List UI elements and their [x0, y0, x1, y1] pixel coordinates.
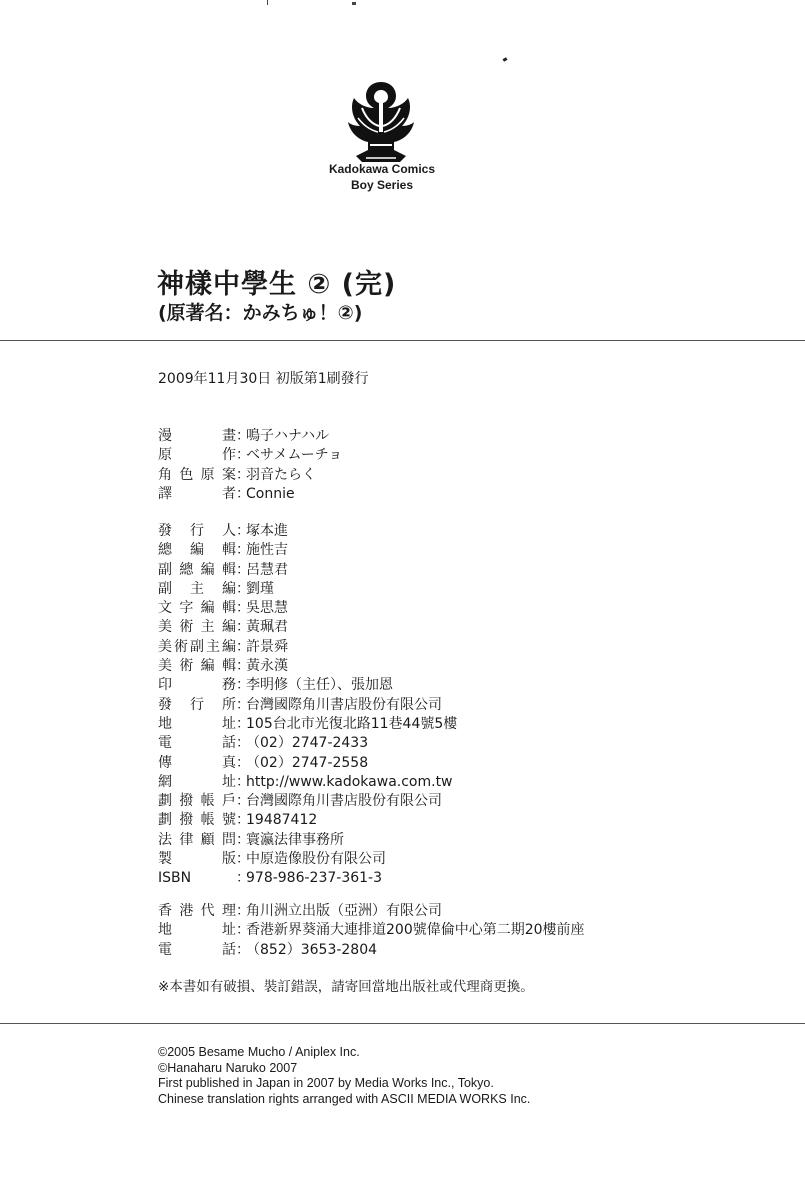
credit-label: 角色原案	[158, 466, 236, 483]
hongkong-agent	[158, 902, 585, 960]
crop-mark	[352, 2, 356, 5]
credit-value: 鳴子ハナハル	[246, 428, 330, 444]
credit-label: 漫畫	[158, 428, 236, 444]
separator: ：	[236, 428, 250, 444]
publishing-value: （02）2747-2558	[246, 754, 369, 771]
publishing-label: 製版	[158, 851, 236, 868]
separator: ：	[236, 941, 250, 958]
publishing-label: 美術主編	[158, 619, 236, 636]
agent-row	[158, 902, 585, 921]
separator: ：	[236, 523, 250, 539]
credit-value: ベサメムーチョ	[246, 447, 343, 464]
imprint-line-1: Kadokawa Comics	[328, 162, 436, 176]
publishing-label: 地址	[158, 715, 236, 732]
agent-label: 電話	[158, 941, 236, 958]
creator-credits	[158, 427, 342, 504]
separator: ：	[236, 715, 250, 732]
agent-label: 地址	[158, 922, 236, 939]
separator: ：	[236, 735, 250, 752]
copyright-line: ©Hanaharu Naruko 2007	[158, 1060, 298, 1075]
credit-row	[158, 427, 342, 446]
publishing-row	[158, 850, 457, 869]
publishing-value: 105台北市光復北路11巷44號5樓	[246, 715, 458, 732]
publishing-label: 印務	[158, 677, 236, 694]
book-title: 神樣中學生 ② (完)	[157, 269, 397, 300]
edition-date: 2009年11月30日 初版第1刷發行	[158, 371, 369, 387]
publishing-row	[158, 638, 457, 657]
imprint-line-2: Boy Series	[350, 178, 414, 192]
publishing-value: 李明修（主任）、張加恩	[246, 677, 393, 694]
publishing-label: 傳真	[158, 754, 236, 771]
publishing-row	[158, 734, 457, 753]
publishing-row	[158, 869, 457, 888]
publishing-label: 劃撥帳號	[158, 812, 236, 829]
credit-row	[158, 466, 342, 485]
publishing-row	[158, 773, 457, 792]
publishing-label: ISBN	[158, 870, 192, 887]
agent-value: （852）3653-2804	[246, 941, 378, 958]
publishing-label: 美術編輯	[158, 658, 236, 675]
agent-label: 香港代理	[158, 903, 236, 919]
original-title: (原著名：かみちゅ！②)	[158, 302, 363, 324]
separator: ：	[236, 696, 250, 713]
agent-value: 角川洲立出版（亞洲）有限公司	[246, 903, 442, 919]
separator: ：	[236, 542, 250, 559]
publishing-value: 呂慧君	[246, 561, 288, 578]
divider	[0, 340, 805, 341]
copyright-block	[158, 1045, 530, 1107]
publishing-label: 發行所	[158, 696, 236, 713]
credit-row	[158, 485, 342, 504]
separator: ：	[236, 561, 250, 578]
publishing-row	[158, 676, 457, 695]
separator: ：	[236, 831, 250, 848]
separator: ：	[236, 580, 250, 597]
separator: ：	[236, 600, 250, 617]
publishing-label: 發行人	[158, 523, 236, 539]
publishing-label: 劃撥帳戶	[158, 793, 236, 810]
credit-row	[158, 446, 342, 465]
publishing-value: 台灣國際角川書店股份有限公司	[246, 696, 442, 713]
separator: ：	[236, 485, 250, 502]
publishing-row	[158, 831, 457, 850]
publishing-value: http://www.kadokawa.com.tw	[246, 773, 453, 790]
credit-value: 羽音たらく	[246, 466, 316, 483]
separator: ：	[236, 619, 250, 636]
publishing-row	[158, 522, 457, 541]
publishing-value: 許景舜	[246, 638, 288, 655]
publishing-label: 美術副主編	[158, 638, 236, 655]
separator: ：	[236, 793, 250, 810]
publishing-row	[158, 580, 457, 599]
separator: ：	[236, 638, 250, 655]
crop-mark	[267, 0, 268, 5]
publishing-row	[158, 618, 457, 637]
publishing-value: 19487412	[246, 812, 318, 829]
credit-label: 原作	[158, 447, 236, 464]
publishing-label: 文字編輯	[158, 600, 236, 617]
phoenix-logo-icon	[344, 78, 418, 164]
credit-label: 譯者	[158, 485, 236, 502]
publishing-label: 副總編輯	[158, 561, 236, 578]
publishing-value: 施性吉	[246, 542, 288, 559]
separator: ：	[236, 812, 250, 829]
agent-row	[158, 941, 585, 960]
divider	[0, 1023, 805, 1024]
copyright-line: Chinese translation rights arranged with ASCII MEDIA WORKS Inc.	[158, 1091, 531, 1106]
publishing-row	[158, 541, 457, 560]
publishing-row	[158, 811, 457, 830]
publishing-value: 劉瑾	[246, 580, 274, 597]
publishing-row	[158, 792, 457, 811]
publishing-value: （02）2747-2433	[246, 735, 369, 752]
publishing-credits	[158, 522, 457, 889]
copyright-line: ©2005 Besame Mucho / Aniplex Inc.	[158, 1045, 360, 1059]
copyright-line: First published in Japan in 2007 by Media Works Inc., Tokyo.	[158, 1076, 494, 1090]
separator: ：	[236, 870, 250, 887]
replacement-notice: ※本書如有破損、裝訂錯誤，請寄回當地出版社或代理商更換。	[158, 979, 534, 995]
agent-row	[158, 921, 585, 940]
publishing-label: 法律顧問	[158, 831, 236, 848]
publishing-row	[158, 561, 457, 580]
publishing-value: 吳思慧	[246, 600, 288, 617]
imprint-label	[300, 161, 464, 193]
publishing-value: 中原造像股份有限公司	[246, 851, 386, 868]
print-speck	[503, 57, 508, 62]
publishing-label: 總編輯	[158, 542, 236, 559]
publishing-row	[158, 657, 457, 676]
separator: ：	[236, 466, 250, 483]
separator: ：	[236, 773, 250, 790]
separator: ：	[236, 447, 250, 464]
separator: ：	[236, 658, 250, 675]
publishing-value: 塚本進	[246, 523, 288, 539]
publishing-value: 寰瀛法律事務所	[246, 831, 344, 848]
separator: ：	[236, 851, 250, 868]
publishing-label: 副主編	[158, 580, 236, 597]
publishing-value: 黃永漢	[246, 658, 288, 675]
separator: ：	[236, 903, 250, 919]
separator: ：	[236, 677, 250, 694]
publishing-row	[158, 715, 457, 734]
publishing-label: 網址	[158, 773, 236, 790]
publishing-value: 黃珮君	[246, 619, 288, 636]
publishing-value: 978-986-237-361-3	[246, 870, 383, 887]
publishing-label: 電話	[158, 735, 236, 752]
agent-value: 香港新界葵涌大連排道200號偉倫中心第二期20樓前座	[246, 922, 585, 939]
publishing-row	[158, 696, 457, 715]
publishing-row	[158, 599, 457, 618]
separator: ：	[236, 922, 250, 939]
publishing-value: 台灣國際角川書店股份有限公司	[246, 793, 442, 810]
credit-value: Connie	[246, 485, 295, 502]
publishing-row	[158, 754, 457, 773]
separator: ：	[236, 754, 250, 771]
